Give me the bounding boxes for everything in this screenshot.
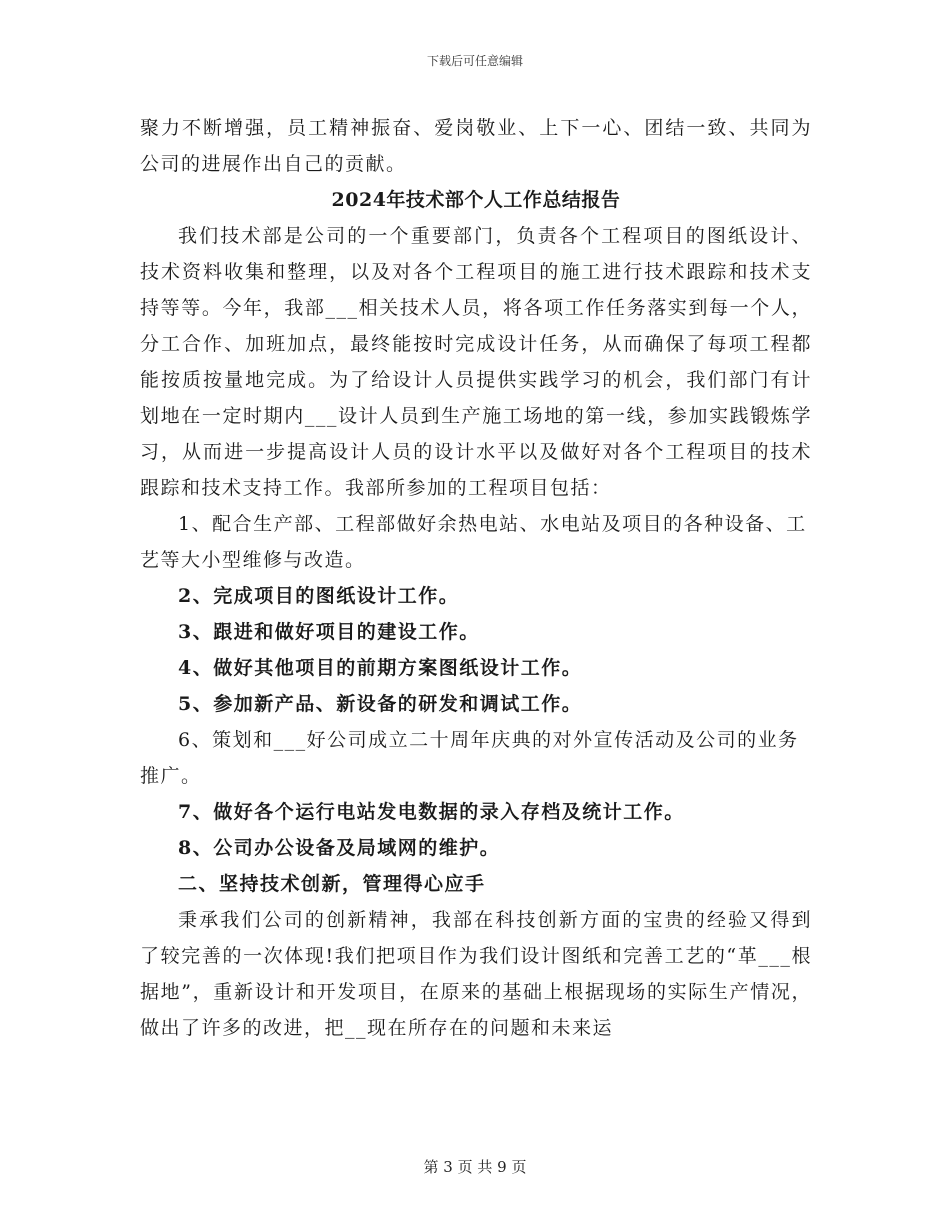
paragraph-2: 秉承我们公司的创新精神，我部在科技创新方面的宝贵的经验又得到了较完善的一次体现!我们把项目作为我们设计图纸和完善工艺的“革___根据地”，重新设计和开发项目，在原来的基础上根据现场的实际生产情况，做出了许多的改进，把__现在所存在的问题和未来运 (140, 909, 812, 1039)
list-item-1: 1、配合生产部、工程部做好余热电站、水电站及项目的各种设备、工艺等大小型维修与改造。 (140, 513, 807, 571)
intro-fragment: 聚力不断增强，员工精神振奋、爱岗敬业、上下一心、团结一致、共同为公司的进展作出自己的贡献。 (140, 117, 812, 175)
paragraph-1: 我们技术部是公司的一个重要部门，负责各个工程项目的图纸设计、技术资料收集和整理，以及对各个工程项目的施工进行技术跟踪和技术支持等等。今年，我部___相关技术人员，将各项工作任务落实到每一个人，分工合作、加班加点，最终能按时完成设计任务，从而确保了每项工程都能按质按量地完成。为了给设计人员提供实践学习的机会，我们部门有计划地在一定时期内___设计人员到生产施工场地的第一线，参加实践锻炼学习，从而进一步提高设计人员的设计水平以及做好对各个工程项目的技术跟踪和技术支持工作。我部所参加的工程项目包括： (140, 225, 812, 499)
document-body (140, 110, 812, 1046)
list-item-4: 4、做好其他项目的前期方案图纸设计工作。 (178, 657, 583, 679)
list-item-8: 8、公司办公设备及局域网的维护。 (178, 837, 501, 859)
page-header: 下载后可任意编辑 (426, 54, 523, 68)
list-item-5: 5、参加新产品、新设备的研发和调试工作。 (178, 693, 583, 715)
list-item-2: 2、完成项目的图纸设计工作。 (178, 585, 460, 607)
list-item-7: 7、做好各个运行电站发电数据的录入存档及统计工作。 (178, 801, 685, 823)
list-item-6: 6、策划和___好公司成立二十周年庆典的对外宣传活动及公司的业务推广。 (140, 729, 799, 787)
page-footer: 第 3 页 共 9 页 (423, 1158, 527, 1176)
document-title: 2024年技术部个人工作总结报告 (331, 189, 621, 211)
section-heading: 二、坚持技术创新，管理得心应手 (178, 873, 486, 895)
list-item-3: 3、跟进和做好项目的建设工作。 (178, 621, 480, 643)
